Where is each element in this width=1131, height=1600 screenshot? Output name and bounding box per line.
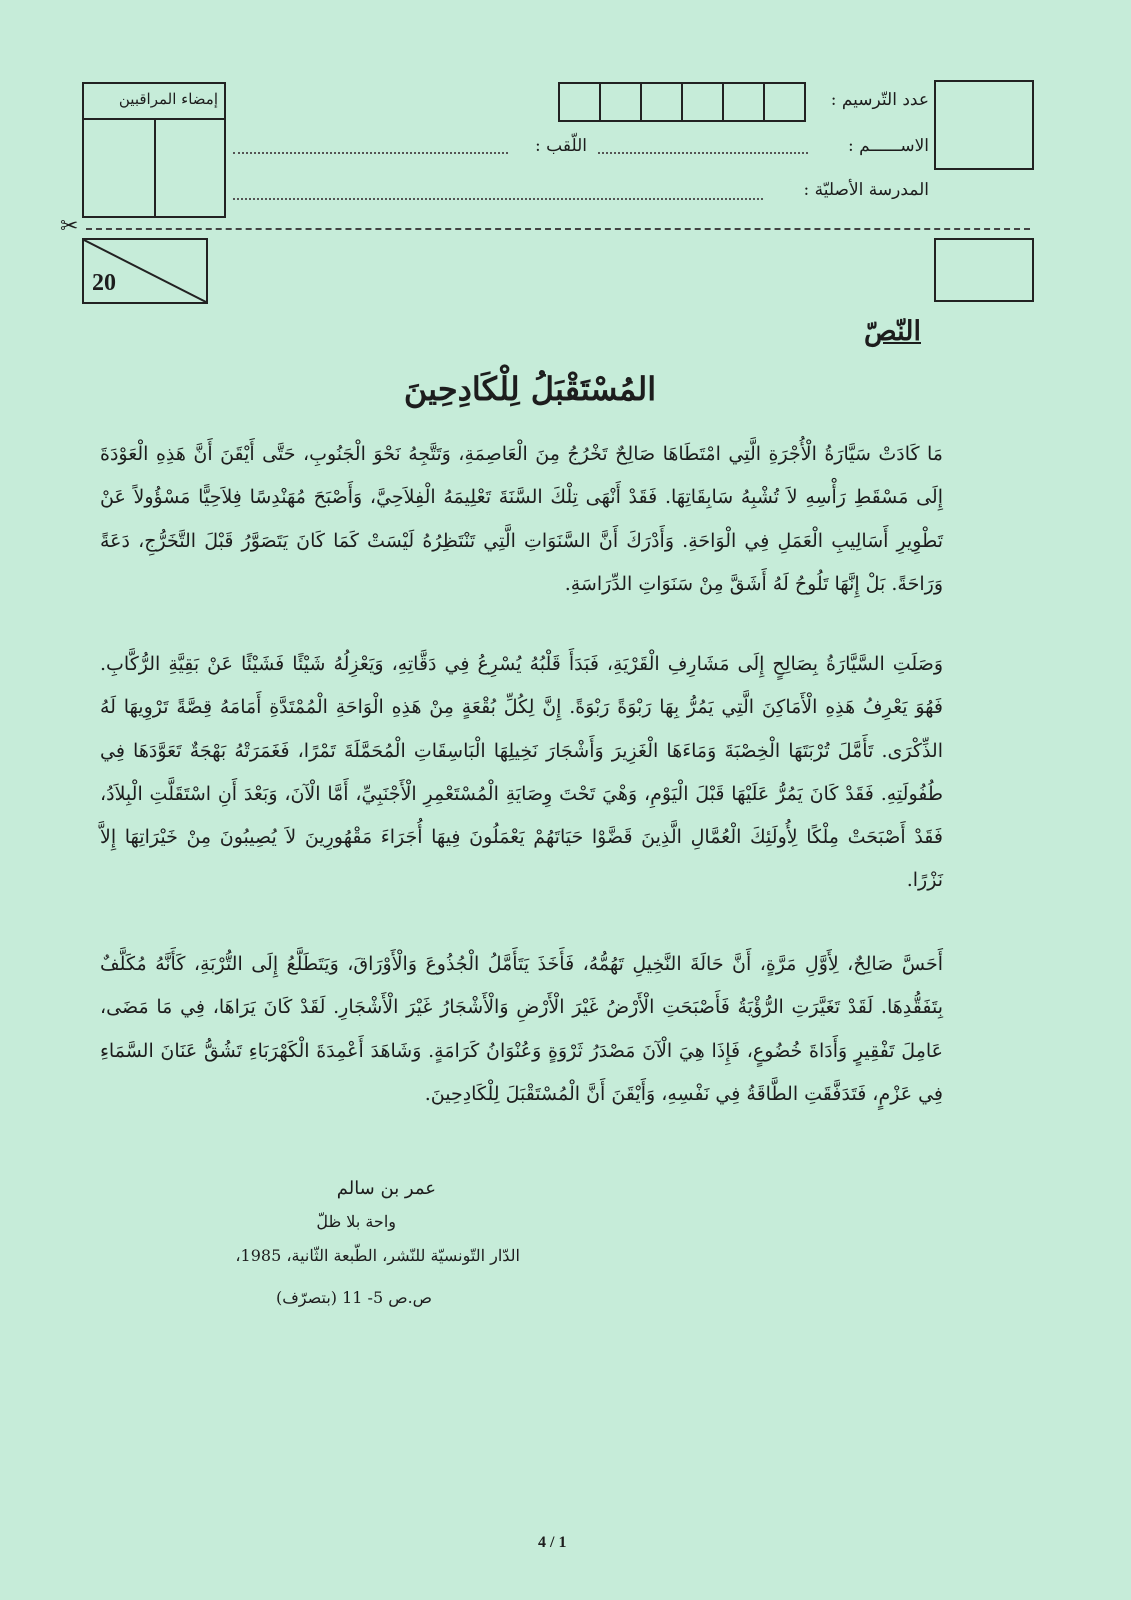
credit-author: عمر بن سالم	[336, 1178, 436, 1199]
paragraph-3: أَحَسَّ صَالِحٌ، لِأَوَّلِ مَرَّةٍ، أَنَّ حَالَةَ النَّخِيلِ تَهُمُّهُ، فَأَخَذَ يَتَأَمَّلُ الْجُذُوعَ وَالْأَوْرَاقَ، وَيَتَطَلَّعُ إِلَى التُّرْبَةِ، كَأَنَّهُ مُكَلَّفٌ بِتَفَقُّدِهَا. لَقَدْ تَغَيَّرَتِ الرُّؤْيَةُ فَأَصْبَحَتِ الْأَرْضُ غَيْرَ الْأَرْضِ وَالْأَشْجَارُ غَيْرَ الْأَشْجَارِ. لَقَدْ كَانَ يَرَاهَا، فِي مَا مَضَى، عَامِلَ تَفْقِيرٍ وَأَدَاةَ خُضُوعٍ، فَإِذَا هِيَ الْآنَ مَصْدَرُ ثَرْوَةٍ وَعُنْوَانُ كَرَامَةٍ. وَشَاهَدَ أَعْمِدَةَ الْكَهْرَبَاءِ تَشُقُّ عَنَانَ السَّمَاءِ فِي عَزْمٍ، فَتَدَفَّقَتِ الطَّاقَةُ فِي نَفْسِهِ، وَأَيْقَنَ أَنَّ الْمُسْتَقْبَلَ لِلْكَادِحِينَ.	[100, 953, 943, 1105]
registration-label: عدد التّرسيم :	[830, 90, 929, 110]
grading-code-box	[934, 238, 1034, 302]
text-title: المُسْتَقْبَلُ لِلْكَادِحِينَ	[403, 370, 657, 408]
paragraph-1: مَا كَادَتْ سَيَّارَةُ الْأُجْرَةِ الَّتِي امْتَطَاهَا صَالِحٌ تَخْرُجُ مِنَ الْعَاصِمَةِ، وَتَتَّجِهُ نَحْوَ الْجَنُوبِ، حَتَّى أَيْقَنَ أَنَّ هَذِهِ الْعَوْدَةَ إِلَى مَسْقَطِ رَأْسِهِ لاَ تُشْبِهُ سَابِقَاتِهَا. فَقَدْ أَنْهَى تِلْكَ السَّنَةَ تَعْلِيمَهُ الْفِلاَحِيَّ، وَأَصْبَحَ مُهَنْدِسًا فِلاَحِيًّا مَسْؤُولاً عَنْ تَطْوِيرِ أَسَالِيبِ الْعَمَلِ فِي الْوَاحَةِ. وَأَدْرَكَ أَنَّ السَّنَوَاتِ الَّتِي تَنْتَظِرُهُ لَيْسَتْ كَمَا كَانَ يَتَصَوَّرُ قَبْلَ التَّخَرُّجِ، دَعَةً وَرَاحَةً. بَلْ إِنَّهَا تَلُوحُ لَهُ أَشَقَّ مِنْ سَنَوَاتِ الدِّرَاسَةِ.	[100, 443, 943, 595]
page-number: 4 / 1	[538, 1534, 567, 1551]
surname-field[interactable]	[233, 152, 508, 154]
name-label: الاســــــم :	[848, 136, 929, 156]
name-field[interactable]	[598, 152, 808, 154]
section-label: النّصّ	[864, 316, 921, 347]
candidate-code-box	[934, 80, 1034, 170]
score-max: 20	[92, 270, 116, 296]
scissors-icon: ✂	[60, 214, 79, 239]
paragraph-2: وَصَلَتِ السَّيَّارَةُ بِصَالِحٍ إِلَى مَشَارِفِ الْقَرْيَةِ، فَبَدَأَ قَلْبُهُ يُسْرِعُ فِي دَقَّاتِهِ، وَيَعْزِلُهُ شَيْئًا فَشَيْئًا عَنْ بَقِيَّةِ الرُّكَّابِ. فَهُوَ يَعْرِفُ هَذِهِ الْأَمَاكِنَ الَّتِي يَمُرُّ بِهَا رَبْوَةً رَبْوَةً. إِنَّ لِكُلِّ بُقْعَةٍ مِنْ هَذِهِ الْوَاحَةِ الْمُمْتَدَّةِ أَمَامَهُ قِصَّةً تَرْوِيهَا لَهُ الذِّكْرَى. تَأَمَّلَ تُرْبَتَهَا الْخِصْبَةَ وَمَاءَهَا الْغَزِيرَ وَأَشْجَارَ نَخِيلِهَا الْبَاسِقَاتِ الْمُحَمَّلَةَ تَمْرًا، فَغَمَرَتْهُ بَهْجَةٌ تَعَوَّدَهَا فِي طُفُولَتِهِ. فَقَدْ كَانَ يَمُرُّ عَلَيْهَا قَبْلَ الْيَوْمِ، وَهْيَ تَحْتَ وِصَايَةِ الْمُسْتَعْمِرِ الْأَجْنَبِيِّ، أَمَّا الْآنَ، وَبَعْدَ أَنِ اسْتَقَلَّتِ الْبِلاَدُ، فَقَدْ أَصْبَحَتْ مِلْكًا لِأُولَئِكَ الْعُمَّالِ الَّذِينَ قَضَّوْا حَيَاتَهُمْ يَعْمَلُونَ فِيهَا أُجَرَاءَ مَقْهُورِينَ لاَ يُصِيبُونَ مِنْ خَيْرَاتِهَا إِلاَّ نَزْرًا.	[100, 653, 943, 892]
credit-book: واحة بلا ظلّ	[316, 1212, 396, 1231]
school-field[interactable]	[233, 198, 763, 200]
school-label: المدرسة الأصليّة :	[803, 180, 929, 200]
credit-publisher: الدّار التّونسيّة للنّشر، الطّبعة الثّانية، 1985،	[235, 1246, 520, 1265]
proctors-column-divider	[154, 118, 156, 216]
proctors-label: إمضاء المراقبين	[118, 90, 218, 108]
score-box	[82, 238, 208, 304]
proctors-signature-box	[82, 82, 226, 218]
registration-number-field[interactable]	[558, 82, 806, 122]
surname-label: اللّقب :	[535, 136, 587, 156]
cut-line	[86, 228, 1030, 230]
credit-pages: ص.ص 5- 11 (بتصرّف)	[275, 1288, 432, 1307]
